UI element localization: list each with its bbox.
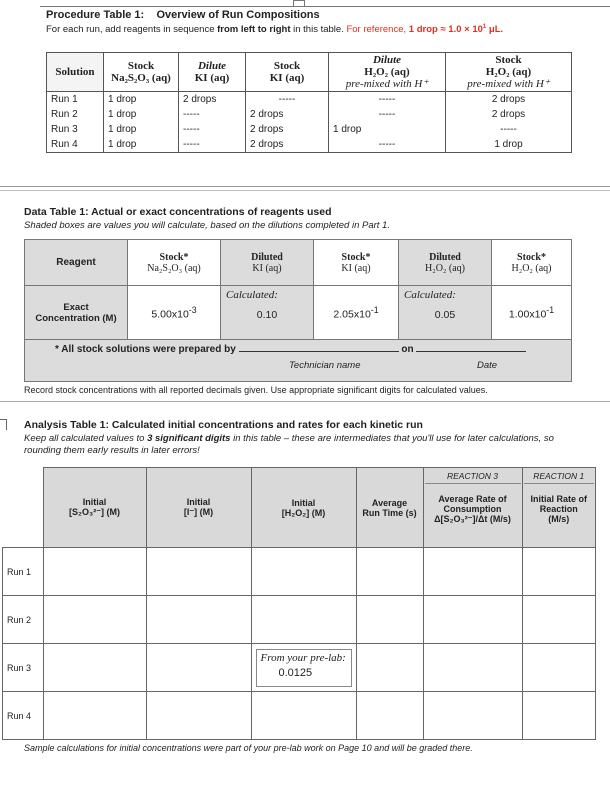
footnote-text: * All stock solutions were prepared by: [55, 344, 236, 355]
table-row: Run 4 1 drop ----- 2 drops ----- 1 drop: [47, 137, 572, 153]
header-diluted-h2o2: Diluted H₂O₂ (aq): [399, 240, 492, 286]
analysis-instructions: Keep all calculated values to 3 significant digits in this table – these are intermediates that you'll use for later calculations, so rounding them early results in later errors!: [24, 433, 554, 456]
header-stock-h2o2: Stock* H₂O₂ (aq): [492, 240, 572, 286]
input-cell[interactable]: [146, 548, 251, 596]
page-divider: [0, 186, 610, 187]
value-stock-ki: $2.05x10^{-1}$: [314, 286, 399, 340]
header-stock-h2o2: Stock H₂O₂ (aq) pre-mixed with H⁺: [446, 53, 572, 92]
run-label: Run 4: [3, 692, 44, 740]
input-cell[interactable]: [423, 596, 522, 644]
input-cell[interactable]: [423, 644, 522, 692]
table-row: [3, 548, 596, 596]
procedure-title: Procedure Table 1: Overview of Run Compositions: [46, 9, 320, 21]
input-cell[interactable]: [423, 692, 522, 740]
procedure-instructions: For each run, add reagents in sequence from left to right in this table. For reference, 1 drop ≈ $1.0 \times 10^1$ μL.: [46, 24, 504, 36]
table-row: Run 3 1 drop ----- 2 drops 1 drop -----: [47, 122, 572, 137]
input-cell[interactable]: [356, 644, 423, 692]
input-cell[interactable]: [43, 692, 146, 740]
header-avg-rate: REACTION 3 Average Rate of Consumption Δ[S₂O₃²⁻]/Δt (M/s): [423, 468, 522, 548]
table-row: [3, 692, 596, 740]
header-initial-iodide: Initial [I⁻] (M): [146, 468, 251, 548]
procedure-table: [46, 52, 572, 153]
input-cell[interactable]: [356, 596, 423, 644]
input-cell[interactable]: [251, 596, 356, 644]
input-cell[interactable]: [356, 692, 423, 740]
header-diluted-ki: Diluted KI (aq): [221, 240, 314, 286]
page-divider: [0, 190, 610, 191]
input-cell[interactable]: [146, 596, 251, 644]
table-row: Run 2 1 drop ----- 2 drops ----- 2 drops: [47, 107, 572, 122]
table-row: [3, 644, 596, 692]
run-label: Run 3: [3, 644, 44, 692]
top-border-line: [40, 6, 610, 7]
analysis-title: Analysis Table 1: Calculated initial concentrations and rates for each kinetic run: [24, 419, 423, 431]
header-initial-thio: Initial [S₂O₃²⁻] (M): [43, 468, 146, 548]
margin-mark: [0, 419, 7, 430]
date-caption: Date: [477, 360, 498, 371]
prelab-label: From your pre-lab:: [260, 651, 346, 664]
data-table: [24, 239, 572, 382]
technician-field[interactable]: [239, 351, 399, 352]
header-reagent: Reagent: [25, 240, 128, 286]
input-cell[interactable]: [43, 548, 146, 596]
prelab-cell: [251, 644, 356, 692]
input-cell[interactable]: [146, 644, 251, 692]
footnote-box: [25, 340, 572, 382]
input-cell[interactable]: [251, 692, 356, 740]
table-row: [3, 596, 596, 644]
technician-caption: Technician name: [289, 360, 361, 371]
input-cell[interactable]: [423, 548, 522, 596]
value-stock-thio: $5.00x10^{-3}$: [128, 286, 221, 340]
value-stock-h2o2: $1.00x10^{-1}$: [492, 286, 572, 340]
header-solution: Solution: [47, 53, 104, 92]
value-diluted-h2o2: Calculated: 0.05: [399, 286, 492, 340]
input-cell[interactable]: [146, 692, 251, 740]
row-label-concentration: Exact Concentration (M): [25, 286, 128, 340]
date-field[interactable]: [416, 351, 526, 352]
record-note: Record stock concentrations with all reported decimals given. Use appropriate significant digits for calculated values.: [24, 385, 488, 395]
input-cell[interactable]: [356, 548, 423, 596]
analysis-table: [2, 467, 596, 740]
value-diluted-ki: Calculated: 0.10: [221, 286, 314, 340]
input-cell[interactable]: [522, 644, 596, 692]
run-label: Run 1: [3, 548, 44, 596]
page-divider: [0, 401, 610, 402]
input-cell[interactable]: [522, 692, 596, 740]
header-initial-rate: REACTION 1 Initial Rate of Reaction (M/s): [522, 468, 596, 548]
input-cell[interactable]: [43, 644, 146, 692]
input-cell[interactable]: [522, 596, 596, 644]
header-avg-run-time: Average Run Time (s): [356, 468, 423, 548]
data-table-subtitle: Shaded boxes are values you will calculate, based on the dilutions completed in Part 1.: [24, 220, 390, 231]
header-stock-thio: Stock Na₂S₂O₃ (aq): [104, 53, 179, 92]
header-dilute-h2o2: Dilute H₂O₂ (aq) pre-mixed with H⁺: [329, 53, 446, 92]
run-label: Run 2: [3, 596, 44, 644]
header-stock-ki: Stock* KI (aq): [314, 240, 399, 286]
on-label: on: [401, 344, 414, 355]
header-dilute-ki: Dilute KI (aq): [179, 53, 246, 92]
header-stock-thio: Stock* Na₂S₂O₃ (aq): [128, 240, 221, 286]
data-table-title: Data Table 1: Actual or exact concentrations of reagents used: [24, 206, 332, 218]
input-cell[interactable]: [522, 548, 596, 596]
input-cell[interactable]: [251, 548, 356, 596]
sample-note: Sample calculations for initial concentrations were part of your pre-lab work on Page 10 and will be graded there.: [24, 743, 473, 753]
table-row: Run 1 1 drop 2 drops ----- ----- 2 drops: [47, 92, 572, 108]
header-initial-h2o2: Initial [H₂O₂] (M): [251, 468, 356, 548]
prelab-value: 0.0125: [278, 666, 313, 679]
top-border-tick: [293, 0, 305, 7]
input-cell[interactable]: [43, 596, 146, 644]
header-stock-ki: Stock KI (aq): [246, 53, 329, 92]
